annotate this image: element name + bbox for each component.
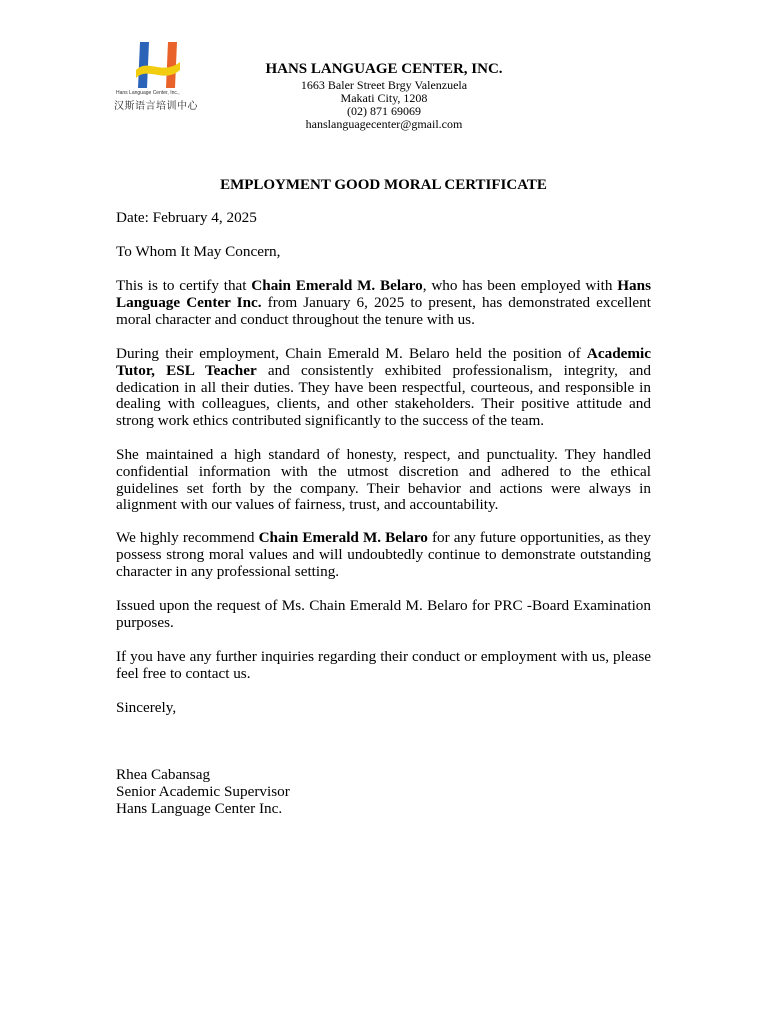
logo-blue-stroke bbox=[138, 42, 149, 88]
signatory-name: Rhea Cabansag bbox=[116, 766, 211, 783]
p1-text-b: , who has been employed with bbox=[422, 277, 618, 294]
p1-employee-name: Chain Emerald M. Belaro bbox=[251, 277, 423, 294]
phone-number: (02) 871 69069 bbox=[347, 104, 421, 118]
address-line-2: Makati City, 1208 bbox=[340, 91, 428, 105]
document-title: EMPLOYMENT GOOD MORAL CERTIFICATE bbox=[220, 177, 547, 193]
p4-text-a: We highly recommend bbox=[116, 529, 259, 546]
paragraph-inquiries: If you have any further inquiries regarding their conduct or employment with us, please feel free to contact us. bbox=[116, 648, 651, 682]
p2-position: Academic Tutor, ESL Teacher bbox=[116, 345, 651, 379]
signatory-block bbox=[116, 767, 651, 817]
p4-text-b: for any future opportunities, as they possess strong moral values and will undoubtedly continue to demonstrate outstanding character in any professional setting. bbox=[116, 529, 651, 580]
logo-chinese-text: 汉斯语言培训中心 bbox=[114, 101, 198, 112]
p2-text-a: During their employment, Chain Emerald M. Belaro held the position of bbox=[116, 345, 587, 362]
p2-text-b: and consistently exhibited professionalism, integrity, and dedication in all their duties. They have been respectful, courteous, and responsible in dealing with colleagues, clients, and other stakeholders. Their positive attitude and strong work ethics contributed significantly to the success of the team. bbox=[116, 361, 651, 430]
address-line-1: 1663 Baler Street Brgy Valenzuela bbox=[300, 78, 468, 92]
paragraph-recommendation bbox=[116, 530, 651, 580]
logo-english-text: Hans Language Center, Inc., bbox=[116, 90, 180, 96]
p4-employee-name: Chain Emerald M. Belaro bbox=[258, 529, 428, 546]
paragraph-conduct: She maintained a high standard of honesty, respect, and punctuality. They handled confidential information with the utmost discretion and adhered to the ethical guidelines set forth by the company. Their behavior and actions were always in alignment with our values of fairness, trust, and accountability. bbox=[116, 446, 651, 514]
email-address: hanslanguagecenter@gmail.com bbox=[305, 117, 463, 131]
signatory-organization: Hans Language Center Inc. bbox=[116, 799, 283, 817]
date-line: Date: February 4, 2025 bbox=[116, 209, 257, 226]
paragraph-position bbox=[116, 346, 651, 430]
p1-company-name: Hans Language Center Inc. bbox=[116, 277, 651, 311]
closing: Sincerely, bbox=[116, 699, 177, 716]
hans-h-logo-icon bbox=[114, 40, 184, 90]
company-name: HANS LANGUAGE CENTER, INC. bbox=[265, 61, 503, 77]
p1-text-a: This is to certify that bbox=[116, 277, 252, 294]
paragraph-certification bbox=[116, 278, 651, 328]
salutation: To Whom It May Concern, bbox=[116, 243, 281, 260]
p1-text-c: from January 6, 2025 to present, has demonstrated excellent moral character and conduct throughout the tenure with us. bbox=[116, 293, 651, 328]
letterhead bbox=[234, 60, 534, 131]
paragraph-purpose: Issued upon the request of Ms. Chain Emerald M. Belaro for PRC -Board Examination purposes. bbox=[116, 597, 651, 631]
signatory-position: Senior Academic Supervisor bbox=[116, 782, 290, 800]
